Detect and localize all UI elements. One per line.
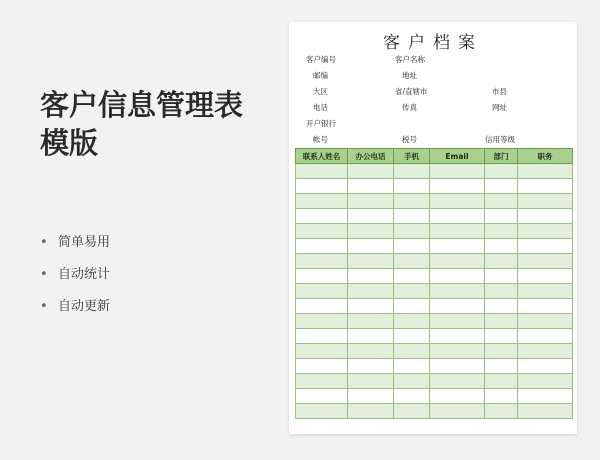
table-cell (518, 404, 573, 419)
feature-label: 自动统计 (58, 267, 111, 282)
field-account: 帐号 (313, 135, 328, 144)
table-cell (348, 194, 394, 209)
table-cell (430, 194, 485, 209)
table-row (296, 404, 573, 419)
table-cell (485, 344, 518, 359)
table-cell (485, 239, 518, 254)
feature-list (40, 232, 110, 328)
table-cell (485, 269, 518, 284)
table-cell (296, 359, 348, 374)
table-cell (518, 359, 573, 374)
table-cell (296, 284, 348, 299)
table-cell (348, 164, 394, 179)
table-row (296, 284, 573, 299)
table-cell (518, 374, 573, 389)
table-cell (430, 224, 485, 239)
table-row (296, 209, 573, 224)
table-cell (296, 179, 348, 194)
table-cell (394, 179, 430, 194)
field-fax: 传真 (402, 103, 417, 112)
table-cell (518, 239, 573, 254)
table-cell (348, 239, 394, 254)
table-cell (348, 404, 394, 419)
bullet-icon: • (40, 267, 48, 282)
table-cell (430, 389, 485, 404)
table-cell (485, 374, 518, 389)
table-cell (485, 299, 518, 314)
table-cell (348, 344, 394, 359)
field-address: 地址 (402, 71, 417, 80)
column-header: 职务 (518, 149, 573, 164)
table-cell (394, 404, 430, 419)
table-cell (296, 389, 348, 404)
table-cell (394, 389, 430, 404)
table-cell (296, 209, 348, 224)
table-cell (348, 209, 394, 224)
table-cell (394, 344, 430, 359)
table-cell (518, 284, 573, 299)
field-bank: 开户银行 (306, 119, 336, 128)
column-header: 部门 (485, 149, 518, 164)
table-header-row (296, 149, 573, 164)
table-cell (394, 299, 430, 314)
table-row (296, 299, 573, 314)
table-cell (518, 224, 573, 239)
table-cell (430, 239, 485, 254)
table-cell (348, 284, 394, 299)
table-cell (518, 344, 573, 359)
page-headline (40, 86, 243, 162)
table-row (296, 224, 573, 239)
field-province: 省/直辖市 (395, 87, 428, 96)
table-cell (394, 254, 430, 269)
table-cell (518, 314, 573, 329)
table-row (296, 254, 573, 269)
table-cell (296, 299, 348, 314)
table-cell (485, 164, 518, 179)
table-cell (485, 389, 518, 404)
column-header: 办公电话 (348, 149, 394, 164)
spreadsheet-preview (289, 22, 577, 434)
field-tax-no: 税号 (402, 135, 417, 144)
table-cell (430, 284, 485, 299)
table-cell (348, 389, 394, 404)
table-cell (518, 269, 573, 284)
table-cell (296, 269, 348, 284)
table-row (296, 164, 573, 179)
table-cell (430, 404, 485, 419)
table-cell (430, 344, 485, 359)
table-cell (430, 314, 485, 329)
table-cell (430, 329, 485, 344)
table-cell (430, 299, 485, 314)
table-cell (485, 179, 518, 194)
field-customer-no: 客户编号 (306, 55, 336, 64)
table-cell (348, 224, 394, 239)
table-cell (394, 329, 430, 344)
table-cell (430, 254, 485, 269)
table-row (296, 329, 573, 344)
table-cell (485, 194, 518, 209)
table-cell (518, 329, 573, 344)
table-cell (296, 404, 348, 419)
table-cell (485, 209, 518, 224)
table-cell (485, 254, 518, 269)
table-cell (485, 359, 518, 374)
table-cell (348, 359, 394, 374)
table-cell (518, 194, 573, 209)
column-header: 手机 (394, 149, 430, 164)
table-cell (518, 179, 573, 194)
table-row (296, 239, 573, 254)
table-cell (348, 299, 394, 314)
table-cell (296, 374, 348, 389)
table-cell (430, 179, 485, 194)
field-customer-name: 客户名称 (395, 55, 425, 64)
bullet-icon: • (40, 299, 48, 314)
feature-label: 简单易用 (58, 235, 111, 250)
bullet-icon: • (40, 235, 48, 250)
table-row (296, 389, 573, 404)
table-cell (296, 164, 348, 179)
table-cell (430, 209, 485, 224)
column-header: Email (430, 149, 485, 164)
table-row (296, 344, 573, 359)
table-cell (518, 389, 573, 404)
feature-item (40, 264, 110, 296)
headline-line-1: 客户信息管理表 (40, 88, 244, 122)
table-row (296, 359, 573, 374)
sheet-title: 客户档案 (383, 33, 483, 53)
feature-item (40, 232, 110, 264)
table-cell (430, 164, 485, 179)
field-credit-rating: 信用等级 (485, 135, 515, 144)
table-cell (485, 314, 518, 329)
field-postcode: 邮编 (313, 71, 328, 80)
feature-item (40, 296, 110, 328)
table-cell (348, 314, 394, 329)
table-cell (394, 374, 430, 389)
table-cell (394, 209, 430, 224)
table-cell (485, 404, 518, 419)
table-cell (518, 299, 573, 314)
table-cell (296, 224, 348, 239)
table-cell (394, 239, 430, 254)
field-website: 网址 (492, 103, 507, 112)
table-cell (296, 344, 348, 359)
table-cell (394, 359, 430, 374)
table-cell (485, 284, 518, 299)
table-row (296, 314, 573, 329)
table-row (296, 194, 573, 209)
table-cell (394, 194, 430, 209)
table-row (296, 374, 573, 389)
table-cell (394, 269, 430, 284)
headline-line-2: 模版 (40, 126, 99, 160)
table-cell (348, 269, 394, 284)
field-phone: 电话 (313, 103, 328, 112)
table-row (296, 269, 573, 284)
table-cell (518, 254, 573, 269)
table-cell (518, 164, 573, 179)
field-region: 大区 (313, 87, 328, 96)
table-cell (348, 374, 394, 389)
table-row (296, 179, 573, 194)
table-cell (485, 329, 518, 344)
feature-label: 自动更新 (58, 299, 111, 314)
table-cell (485, 224, 518, 239)
field-city: 市县 (492, 87, 507, 96)
column-header: 联系人姓名 (296, 149, 348, 164)
table-cell (296, 239, 348, 254)
table-cell (394, 164, 430, 179)
table-cell (296, 329, 348, 344)
table-cell (430, 269, 485, 284)
table-cell (348, 254, 394, 269)
table-cell (430, 359, 485, 374)
table-cell (296, 314, 348, 329)
table-cell (394, 314, 430, 329)
table-cell (394, 284, 430, 299)
table-cell (348, 179, 394, 194)
table-cell (348, 329, 394, 344)
table-cell (430, 374, 485, 389)
table-cell (296, 194, 348, 209)
contact-table (295, 148, 573, 419)
table-cell (296, 254, 348, 269)
table-cell (518, 209, 573, 224)
table-body (296, 164, 573, 419)
table-cell (394, 224, 430, 239)
